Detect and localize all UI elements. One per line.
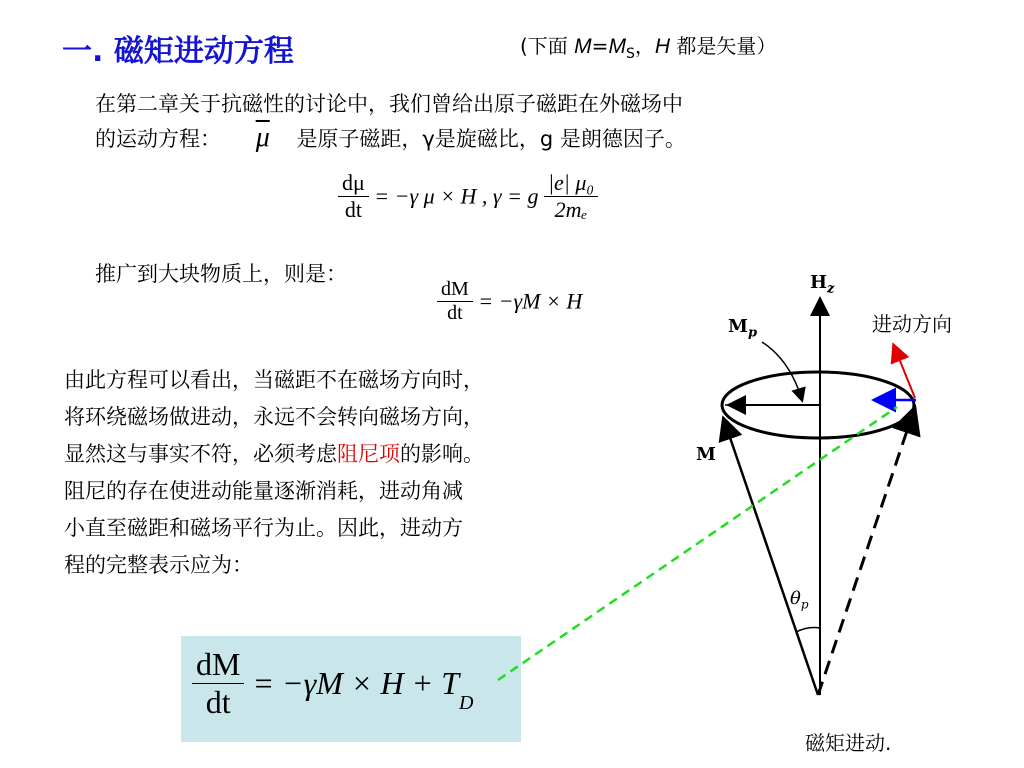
damping-line-5: 小直至磁距和磁场平行为止。因此，进动方 bbox=[64, 516, 463, 540]
note-sep: ， bbox=[634, 34, 655, 58]
hz-label bbox=[810, 272, 834, 297]
intro-line-2a: 的运动方程： bbox=[95, 127, 221, 151]
direction-label: 进动方向 bbox=[872, 312, 952, 336]
eq2-num: dM bbox=[437, 278, 473, 302]
m-label: M bbox=[696, 444, 716, 465]
eq3-num: dM bbox=[192, 646, 244, 684]
theta-arc bbox=[796, 628, 820, 633]
eq3-den: dt bbox=[205, 684, 231, 720]
note-ms: M bbox=[608, 35, 626, 58]
damping-line-1: 由此方程可以看出，当磁距不在磁场方向时， bbox=[64, 368, 484, 392]
m-vector bbox=[724, 420, 818, 695]
mp-label-base: M bbox=[728, 316, 748, 337]
eq1-den: dt bbox=[344, 197, 362, 222]
eq2-rhs: = −γM × H bbox=[478, 288, 583, 314]
m-dashed-vector bbox=[818, 410, 914, 695]
note-suffix: 都是矢量） bbox=[670, 34, 777, 58]
theta-label-base: θ bbox=[790, 588, 801, 609]
eq3-rhs: = −γM × H + T bbox=[252, 665, 459, 701]
eq3-sub: D bbox=[459, 691, 474, 714]
eq2-den: dt bbox=[447, 302, 463, 324]
mp-label-sub: p bbox=[747, 325, 758, 341]
mp-label bbox=[728, 316, 757, 341]
damping-line-3b: 的影响。 bbox=[400, 442, 484, 466]
intro-line-2b: 是原子磁距，γ是旋磁比，g 是朗德因子。 bbox=[296, 127, 686, 151]
theta-label-sub: p bbox=[800, 597, 809, 612]
note-m: M bbox=[574, 35, 592, 58]
eq1-frac2-num: |e| μ₀ bbox=[544, 170, 598, 197]
damping-line-6: 程的完整表示应为： bbox=[64, 553, 253, 577]
note-ms-sub: S bbox=[625, 46, 635, 62]
damping-line-3a: 显然这与事实不符，必须考虑 bbox=[64, 442, 337, 466]
damping-line-2: 将环绕磁场做进动，永远不会转向磁场方向， bbox=[64, 405, 484, 429]
hz-label-base: H bbox=[810, 272, 828, 293]
note-h: H bbox=[654, 35, 670, 58]
note-eq: = bbox=[591, 34, 609, 58]
page-title: 一. 磁矩进动方程 bbox=[62, 34, 294, 69]
figure-caption: 磁矩进动. bbox=[805, 731, 892, 755]
mp-pointer bbox=[762, 342, 802, 400]
note-prefix: (下面 bbox=[520, 34, 575, 58]
eq1-rhs: = −γ μ × H , γ = g bbox=[374, 183, 539, 209]
eq1-num: dμ bbox=[338, 170, 369, 197]
damping-term-highlight: 阻尼项 bbox=[337, 442, 400, 466]
theta-label bbox=[790, 588, 809, 612]
mu-symbol: $\overline{\mu}$ bbox=[255, 122, 270, 153]
bulk-text: 推广到大块物质上，则是： bbox=[95, 262, 347, 286]
hz-label-sub: z bbox=[827, 281, 835, 297]
eq1-frac2-den: 2mₑ bbox=[554, 197, 588, 222]
intro-line-1: 在第二章关于抗磁性的讨论中，我们曾给出原子磁距在外磁场中 bbox=[95, 92, 683, 116]
damping-line-4: 阻尼的存在使进动能量逐渐消耗，进动角减 bbox=[64, 479, 463, 503]
